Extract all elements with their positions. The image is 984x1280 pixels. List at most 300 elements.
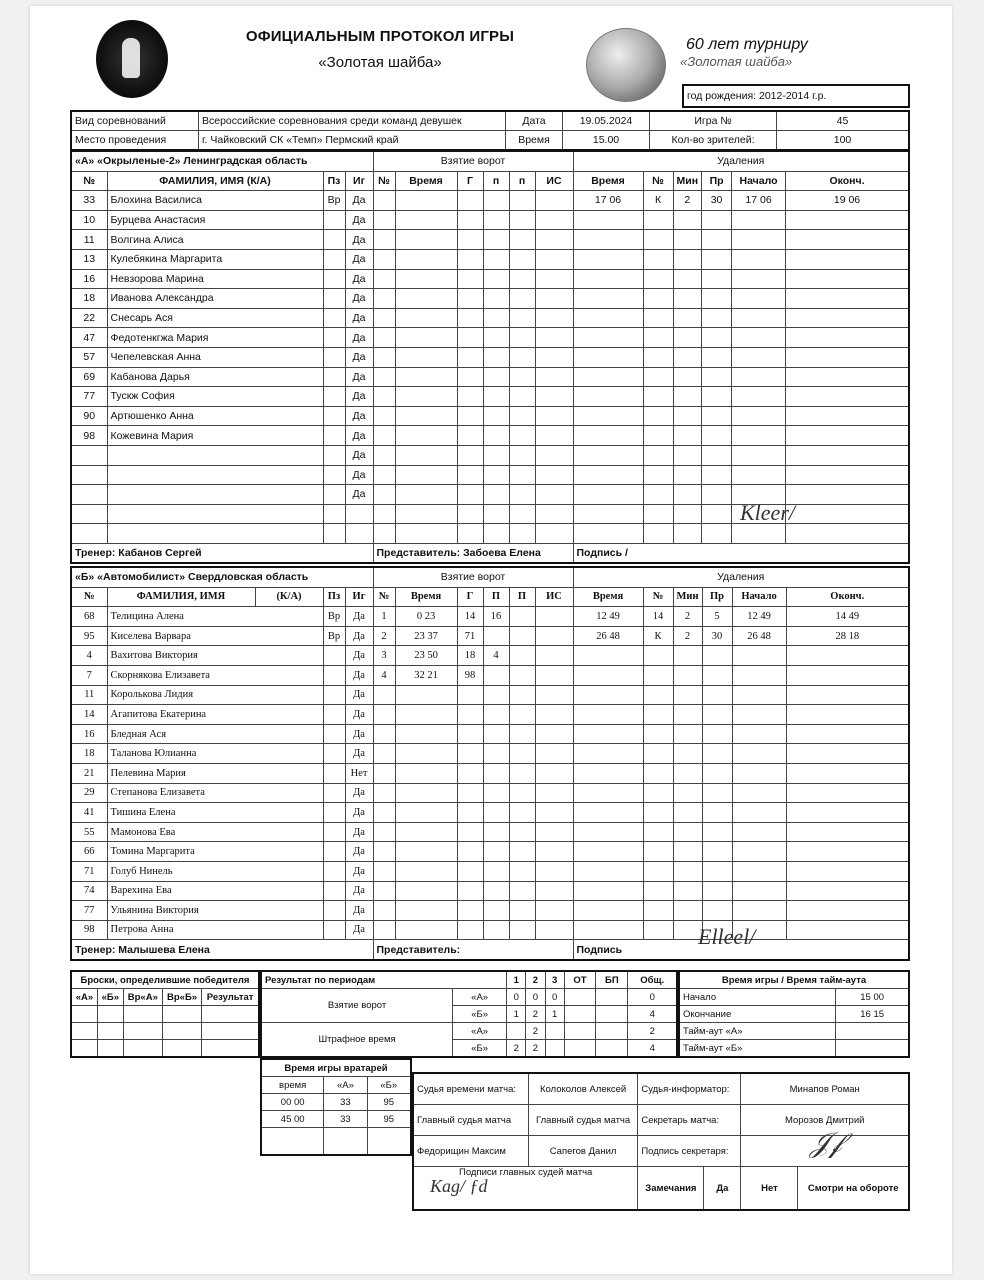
penalty-player: [643, 210, 673, 230]
venue-value: г. Чайковский СК «Темп» Пермский край: [199, 131, 506, 151]
goal-scorer: [457, 783, 483, 803]
goal-time: 0 23: [395, 607, 457, 627]
column-header: Время: [395, 587, 457, 607]
period-value: [564, 989, 596, 1006]
timekeeper-value: Колоколов Алексей: [528, 1073, 638, 1105]
player-number: 57: [71, 347, 107, 367]
player-name: Кожевина Мария: [107, 426, 323, 446]
penalty-minutes: [673, 705, 702, 725]
penalty-end: [786, 842, 909, 862]
player-number: 11: [71, 230, 107, 250]
goalie-header: Время игры вратарей: [261, 1059, 411, 1077]
goal-assist-2: [509, 485, 535, 505]
column-header: ИС: [535, 171, 573, 191]
player-number: 4: [71, 646, 107, 666]
penalty-start: [732, 901, 786, 921]
player-row: [71, 842, 909, 862]
player-number: 47: [71, 328, 107, 348]
player-played: Да: [345, 626, 373, 646]
penalty-end: [786, 822, 909, 842]
goal-assist-1: [483, 445, 509, 465]
player-position: [323, 763, 345, 783]
goal-number: [373, 387, 395, 407]
penalty-minutes: [673, 328, 702, 348]
goal-assist-2: [509, 901, 535, 921]
goal-assist-2: [509, 289, 535, 309]
player-position: [323, 646, 345, 666]
player-row: [71, 783, 909, 803]
player-row: [71, 230, 909, 250]
goal-assist-1: [483, 485, 509, 505]
goal-assist-2: [509, 191, 535, 211]
birth-year: год рождения: 2012-2014 г.р.: [683, 85, 909, 107]
penalty-player: 14: [643, 607, 673, 627]
goalie-time: 45 00: [261, 1111, 324, 1128]
tournament-name: «Золотая шайба»: [318, 54, 442, 71]
penalty-player: [643, 744, 673, 764]
player-played: Да: [345, 881, 373, 901]
penalty-minutes: [673, 406, 702, 426]
goal-situation: [535, 665, 573, 685]
goal-assist-1: [483, 881, 509, 901]
goal-situation: [535, 387, 573, 407]
player-position: Вр: [323, 607, 345, 627]
player-name: Тускж София: [107, 387, 323, 407]
penalty-reason: [702, 406, 732, 426]
penalty-minutes: [673, 504, 702, 524]
penalty-minutes: [673, 901, 702, 921]
player-number: 11: [71, 685, 107, 705]
goalie-a: 33: [324, 1111, 367, 1128]
penalty-start: [732, 744, 786, 764]
goal-number: [373, 724, 395, 744]
player-number: 10: [71, 210, 107, 230]
penalty-player: [643, 901, 673, 921]
player-played: Да: [345, 308, 373, 328]
goal-assist-1: [483, 763, 509, 783]
penalty-reason: [702, 230, 732, 250]
player-position: [323, 842, 345, 862]
player-row: [71, 705, 909, 725]
player-position: [323, 426, 345, 446]
player-position: [323, 803, 345, 823]
player-name: Агапитова Екатерина: [107, 705, 323, 725]
goal-number: [373, 249, 395, 269]
penalty-player: [643, 230, 673, 250]
penalty-start: [732, 822, 786, 842]
start-label: Начало: [679, 989, 836, 1006]
player-name: Федотенкгжа Мария: [107, 328, 323, 348]
penalty-minutes: [673, 646, 702, 666]
period-value: [507, 1023, 526, 1040]
penalty-minutes: [673, 465, 702, 485]
goal-scorer: [457, 308, 483, 328]
player-row: [71, 607, 909, 627]
penalty-minutes: 2: [673, 626, 702, 646]
period-value: 0: [507, 989, 526, 1006]
player-row: [71, 308, 909, 328]
penalty-time: 17 06: [573, 191, 643, 211]
penalty-minutes: [673, 685, 702, 705]
goal-time: [395, 724, 457, 744]
goal-time: [395, 763, 457, 783]
column-header: ФАМИЛИЯ, ИМЯ: [107, 587, 255, 607]
penalty-end: [786, 426, 909, 446]
penalty-start: [732, 665, 786, 685]
goal-assist-2: [509, 210, 535, 230]
player-row: [71, 191, 909, 211]
penalty-time: [573, 269, 643, 289]
column-header: Мин: [673, 171, 702, 191]
secretary-label: Секретарь матча:: [638, 1105, 741, 1136]
goal-assist-1: [483, 626, 509, 646]
goal-scorer: [457, 901, 483, 921]
goal-scorer: [457, 289, 483, 309]
start-value: 15 00: [836, 989, 909, 1006]
goal-assist-1: [483, 665, 509, 685]
penalty-start: [732, 210, 786, 230]
penalty-player: [643, 803, 673, 823]
penalty-minutes: [673, 426, 702, 446]
goal-number: [373, 485, 395, 505]
goal-situation: [535, 822, 573, 842]
penalty-reason: [702, 524, 732, 544]
penalty-time: [573, 861, 643, 881]
goal-assist-1: [483, 230, 509, 250]
penalty-minutes: [673, 783, 702, 803]
player-name: Невзорова Марина: [107, 269, 323, 289]
player-name: Мамонова Ева: [107, 822, 323, 842]
column-header: Мин: [673, 587, 702, 607]
penalty-end: [786, 705, 909, 725]
goal-assist-2: [509, 822, 535, 842]
penalty-minutes: [673, 724, 702, 744]
player-position: [323, 465, 345, 485]
penalty-minutes: [673, 822, 702, 842]
penalty-time: [573, 744, 643, 764]
goal-scorer: [457, 230, 483, 250]
row-b-tag: «Б»: [453, 1006, 507, 1023]
goal-number: [373, 783, 395, 803]
player-position: [323, 485, 345, 505]
period-value: [596, 989, 628, 1006]
player-name: [107, 504, 323, 524]
main-refs-signature: Kag/ ƒd: [430, 1176, 488, 1196]
goal-scorer: [457, 269, 483, 289]
goalie-b: 95: [367, 1111, 411, 1128]
player-position: [323, 920, 345, 940]
goal-number: [373, 465, 395, 485]
player-name: Снесарь Ася: [107, 308, 323, 328]
player-number: 22: [71, 308, 107, 328]
penalty-minutes: [673, 308, 702, 328]
goal-situation: [535, 210, 573, 230]
player-played: Да: [345, 289, 373, 309]
player-position: [323, 524, 345, 544]
player-played: Да: [345, 269, 373, 289]
goal-situation: [535, 269, 573, 289]
goal-number: [373, 524, 395, 544]
shootout-column: Результат: [202, 989, 259, 1006]
period-value: 1: [545, 1006, 564, 1023]
player-position: Вр: [323, 191, 345, 211]
penalty-start: [732, 347, 786, 367]
goal-scorer: [457, 445, 483, 465]
penalty-start: [732, 308, 786, 328]
period-column: 2: [526, 971, 545, 989]
column-header: №: [373, 171, 395, 191]
penalty-time: 26 48: [573, 626, 643, 646]
penalty-start: [732, 783, 786, 803]
goal-scorer: [457, 803, 483, 823]
player-played: Да: [345, 347, 373, 367]
penalty-player: [643, 485, 673, 505]
periods-header: Результат по периодам: [261, 971, 507, 989]
player-row: [71, 347, 909, 367]
player-row: [71, 646, 909, 666]
penalty-start: [732, 881, 786, 901]
penalty-end: [786, 367, 909, 387]
goal-time: [395, 465, 457, 485]
goal-situation: [535, 744, 573, 764]
goal-assist-2: [509, 705, 535, 725]
goal-assist-1: [483, 744, 509, 764]
goal-assist-2: [509, 881, 535, 901]
column-header: Пз: [323, 171, 345, 191]
penalty-player: [643, 367, 673, 387]
penalty-end: [786, 724, 909, 744]
goal-assist-2: [509, 842, 535, 862]
column-header: П: [509, 587, 535, 607]
penalty-start: [732, 289, 786, 309]
timeout-b-label: Тайм-аут «Б»: [679, 1040, 836, 1058]
shootout-column: «Б»: [97, 989, 123, 1006]
player-row: [71, 289, 909, 309]
penalty-end: [786, 485, 909, 505]
goal-time: [395, 920, 457, 940]
period-column: БП: [596, 971, 628, 989]
goal-scorer: [457, 524, 483, 544]
goal-situation: [535, 289, 573, 309]
player-position: [323, 744, 345, 764]
goal-scorer: [457, 191, 483, 211]
player-name: Таланова Юлианна: [107, 744, 323, 764]
goal-time: [395, 861, 457, 881]
goal-time: [395, 210, 457, 230]
goal-assist-2: [509, 445, 535, 465]
goal-assist-2: [509, 524, 535, 544]
column-header: Г: [457, 171, 483, 191]
penalty-reason: [702, 646, 732, 666]
goalie-column: «А»: [324, 1077, 367, 1094]
penalty-end: [786, 881, 909, 901]
goal-assist-2: [509, 426, 535, 446]
goal-scorer: 98: [457, 665, 483, 685]
column-header: Пр: [702, 171, 732, 191]
penalty-reason: [702, 744, 732, 764]
goal-situation: [535, 861, 573, 881]
player-name: Бурцева Анастасия: [107, 210, 323, 230]
goal-assist-1: [483, 210, 509, 230]
penalty-end: [786, 289, 909, 309]
penalty-time: [573, 308, 643, 328]
spectators-label: Кол-во зрителей:: [650, 131, 777, 151]
yes-label: Да: [716, 1182, 729, 1194]
player-row: [71, 685, 909, 705]
penalty-start: [732, 426, 786, 446]
player-played: Да: [345, 803, 373, 823]
penalty-reason: [702, 803, 732, 823]
goal-assist-2: [509, 308, 535, 328]
goal-number: [373, 328, 395, 348]
goal-scorer: [457, 724, 483, 744]
penalty-player: [643, 881, 673, 901]
penalty-reason: [702, 724, 732, 744]
timekeeper-label: Судья времени матча:: [413, 1073, 528, 1105]
goal-situation: [535, 803, 573, 823]
player-row: [71, 367, 909, 387]
goal-situation: [535, 191, 573, 211]
goal-situation: [535, 406, 573, 426]
row-b-tag-2: «Б»: [453, 1040, 507, 1058]
player-row: [71, 387, 909, 407]
column-header: Оконч.: [786, 587, 909, 607]
player-played: Да: [345, 465, 373, 485]
goalie-column: «Б»: [367, 1077, 411, 1094]
penalty-reason: [702, 665, 732, 685]
player-name: Телицина Алена: [107, 607, 323, 627]
goal-assist-1: [483, 920, 509, 940]
penalty-time: [573, 901, 643, 921]
player-played: Да: [345, 724, 373, 744]
penalty-time: [573, 881, 643, 901]
goal-scorer: [457, 485, 483, 505]
penalty-start: [732, 367, 786, 387]
penalty-time: [573, 485, 643, 505]
goal-assist-1: [483, 269, 509, 289]
player-played: Да: [345, 230, 373, 250]
penalty-time: [573, 445, 643, 465]
player-position: Вр: [323, 626, 345, 646]
player-name: Вахитова Виктория: [107, 646, 323, 666]
goal-scorer: [457, 842, 483, 862]
penalty-start: [732, 724, 786, 744]
player-played: Да: [345, 861, 373, 881]
player-position: [323, 347, 345, 367]
player-name: [107, 445, 323, 465]
penalty-start: [732, 230, 786, 250]
team-b-representative: Представитель:: [373, 940, 573, 960]
player-name: Чепелевская Анна: [107, 347, 323, 367]
goal-scorer: [457, 426, 483, 446]
goal-number: [373, 289, 395, 309]
goal-assist-2: [509, 763, 535, 783]
period-column: Общ.: [628, 971, 677, 989]
penalty-player: [643, 308, 673, 328]
penalty-end: 14 49: [786, 607, 909, 627]
goal-scorer: [457, 328, 483, 348]
goal-time: [395, 705, 457, 725]
goal-number: [373, 230, 395, 250]
player-name: [107, 485, 323, 505]
penalty-end: [786, 901, 909, 921]
player-row: [71, 861, 909, 881]
column-header: Начало: [732, 171, 786, 191]
player-position: [323, 445, 345, 465]
period-value: 0: [628, 989, 677, 1006]
penalty-minutes: [673, 249, 702, 269]
player-played: Нет: [345, 763, 373, 783]
player-row: [71, 724, 909, 744]
goal-number: [373, 881, 395, 901]
penalty-player: [643, 328, 673, 348]
team-b-penalties-header: Удаления: [573, 567, 909, 587]
penalty-reason: [702, 861, 732, 881]
penalty-minutes: [673, 289, 702, 309]
player-number: 90: [71, 406, 107, 426]
penalty-start: [732, 842, 786, 862]
penalty-end: [786, 504, 909, 524]
penalty-reason: [702, 465, 732, 485]
player-name: Голуб Нинель: [107, 861, 323, 881]
goal-assist-1: [483, 387, 509, 407]
player-played: Да: [345, 367, 373, 387]
time-value: 15.00: [563, 131, 650, 151]
goal-assist-2: [509, 249, 535, 269]
player-number: [71, 485, 107, 505]
goal-time: 23 37: [395, 626, 457, 646]
period-value: [564, 1023, 596, 1040]
goal-number: [373, 861, 395, 881]
anniversary-text: 60 лет турниру: [686, 36, 808, 53]
penalty-minutes: [673, 861, 702, 881]
player-number: 66: [71, 842, 107, 862]
player-number: 13: [71, 249, 107, 269]
shootout-column: Вр«А»: [123, 989, 162, 1006]
goal-scorer: [457, 763, 483, 783]
goal-number: [373, 426, 395, 446]
goal-situation: [535, 465, 573, 485]
penalty-time: [573, 842, 643, 862]
goal-assist-1: [483, 347, 509, 367]
penalty-time: [573, 763, 643, 783]
penalty-end: [786, 210, 909, 230]
goal-assist-2: [509, 646, 535, 666]
player-played: Да: [345, 920, 373, 940]
penalty-end: [786, 387, 909, 407]
goal-time: [395, 881, 457, 901]
player-position: [323, 861, 345, 881]
player-played: Да: [345, 249, 373, 269]
date-label: Дата: [506, 111, 563, 131]
date-value: 19.05.2024: [563, 111, 650, 131]
player-name: Артюшенко Анна: [107, 406, 323, 426]
penalty-start: [732, 861, 786, 881]
goal-number: [373, 803, 395, 823]
penalty-end: [786, 269, 909, 289]
goal-assist-1: [483, 465, 509, 485]
player-position: [323, 308, 345, 328]
goal-scorer: 14: [457, 607, 483, 627]
goal-situation: [535, 901, 573, 921]
period-column: ОТ: [564, 971, 596, 989]
goal-scorer: [457, 822, 483, 842]
see-back-label: Смотри на обороте: [807, 1182, 899, 1194]
player-position: [323, 210, 345, 230]
period-column: 3: [545, 971, 564, 989]
goal-assist-2: [509, 347, 535, 367]
penalty-time: [573, 646, 643, 666]
